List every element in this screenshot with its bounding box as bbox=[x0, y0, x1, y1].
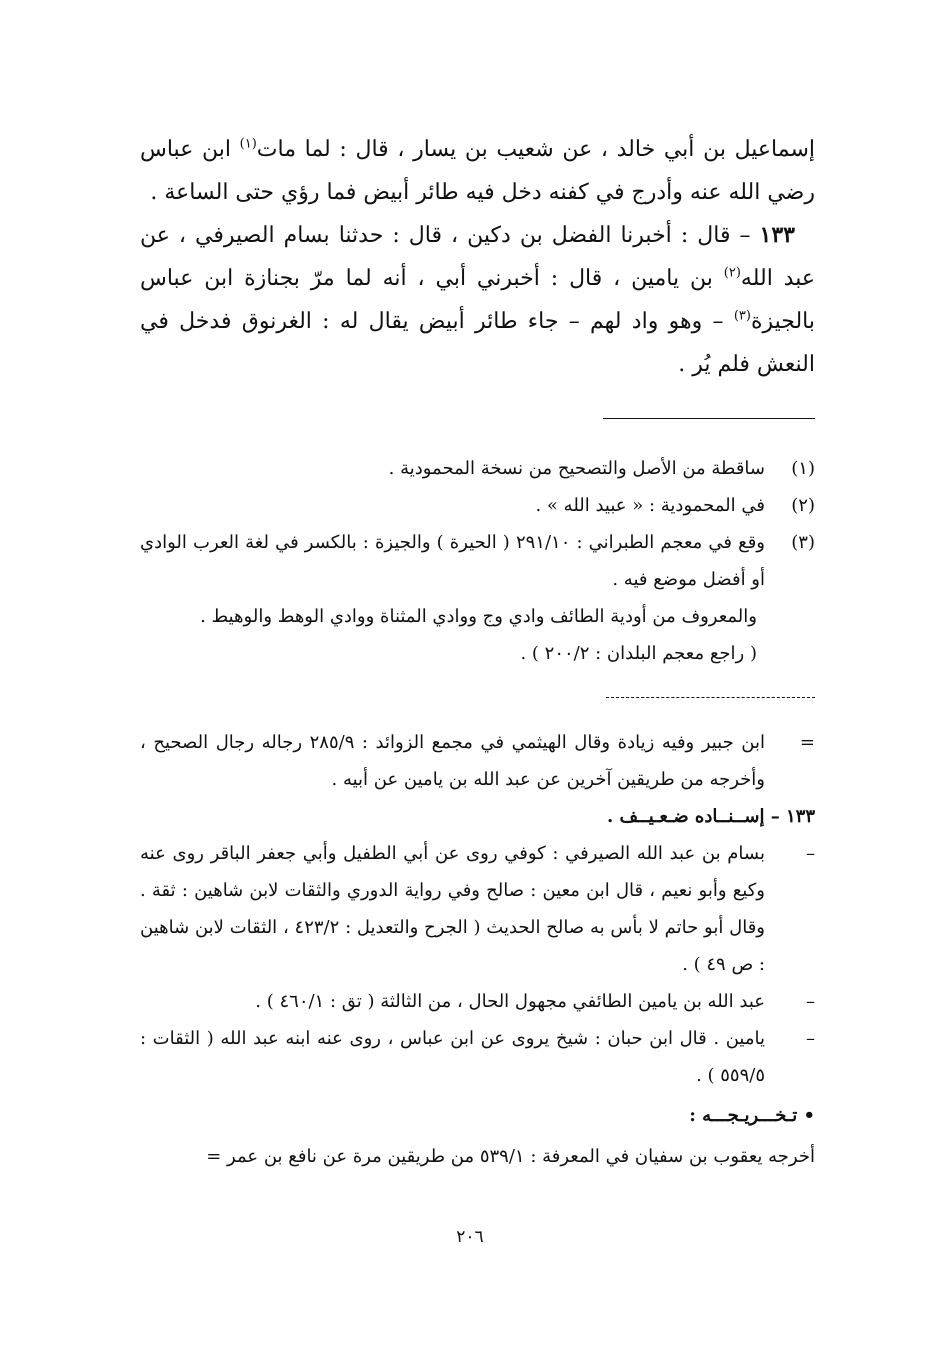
footnote-3-continuation: والمعروف من أودية الطائف وادي وج ووادي المثناة ووادي الوهط والوهيط . bbox=[200, 606, 757, 627]
footnote-text: في المحمودية : « عبيد الله » . bbox=[535, 495, 765, 516]
p2-text-b: بن يامين ، قال : أخبرني أبي ، أنه لما مرّ بجنازة ابن عباس بالجيزة bbox=[140, 266, 815, 334]
takhrij-heading bbox=[140, 1097, 815, 1134]
continued-note bbox=[140, 724, 815, 798]
editor-notes bbox=[140, 724, 815, 1175]
footnote-label: (٢) bbox=[791, 495, 815, 516]
main-text bbox=[140, 128, 815, 386]
notes-separator bbox=[606, 697, 815, 698]
p1-text: إسماعيل بن أبي خالد ، عن شعيب بن يسار ، قال : لما مات bbox=[256, 137, 815, 162]
isnad-number: ١٣٣ bbox=[785, 806, 815, 827]
footnote-label: (٣) bbox=[791, 532, 815, 553]
footnote-3-reference: ( راجع معجم البلدان : ٢٠٠/٢ ) . bbox=[520, 643, 757, 664]
hadith-number: ١٣٣ bbox=[759, 222, 795, 248]
footnotes bbox=[140, 450, 815, 672]
dash-marker: – bbox=[806, 843, 815, 864]
takhrij-text: أخرجه يعقوب بن سفيان في المعرفة : ٥٣٩/١ من طريقين مرة عن نافع بن عمر = bbox=[206, 1146, 815, 1167]
p2-text-c: – وهو واد لهم – جاء طائر أبيض يقال له : الغرنوق فدخل في النعش فلم يُر . bbox=[140, 309, 815, 377]
bullet-icon: • bbox=[803, 1105, 815, 1126]
footnote-1 bbox=[140, 450, 815, 487]
narrator-text: يامين . قال ابن حبان : شيخ يروى عن ابن عباس ، روى عنه ابنه عبد الله ( الثقات : ٥٥٩/٥ ) . bbox=[140, 1028, 765, 1086]
footnote-label: (١) bbox=[791, 458, 815, 479]
continuation-mark: = bbox=[799, 732, 815, 753]
isnad-heading bbox=[140, 798, 815, 835]
footnote-text: وقع في معجم الطبراني : ٢٩١/١٠ ( الحيرة ) والجيزة : بالكسر في لغة العرب الوادي أو أفضل موضع فيه . bbox=[140, 532, 765, 590]
narrator-3 bbox=[140, 1020, 815, 1094]
footnote-ref-2: (٢) bbox=[723, 265, 741, 281]
page-number: ٢٠٦ bbox=[456, 1227, 484, 1247]
footnote-ref-3: (٣) bbox=[733, 308, 751, 324]
footnote-2 bbox=[140, 487, 815, 524]
footnote-3 bbox=[140, 524, 815, 598]
takhrij-heading-text: تـخـــريـجـــه : bbox=[689, 1105, 804, 1126]
dash-marker: – bbox=[806, 1028, 815, 1049]
continued-note-text: ابن جبير وفيه زيادة وقال الهيثمي في مجمع الزوائد : ٢٨٥/٩ رجاله رجال الصحيح ، وأخرجه من طريقين آخرين عن عبد الله بن يامين عن أبيه . bbox=[140, 732, 765, 790]
paragraph-2 bbox=[140, 214, 815, 386]
p1-text-end: ابن عباس bbox=[140, 137, 240, 162]
narrator-text: بسام بن عبد الله الصيرفي : كوفي روى عن أبي الطفيل وأبي جعفر الباقر روى عنه وكيع وأبو نعيم ، قال ابن معين : صالح وفي رواية الدوري والثقات لابن شاهين : ثقة . وقال أبو حاتم لا بأس به صالح الحديث ( الجرح والتعديل : ٤٢٣/٢ ، الثقات لابن شاهين : ص ٤٩ ) . bbox=[140, 843, 765, 975]
narrator-1 bbox=[140, 835, 815, 983]
p1-text-2: رضي الله عنه وأدرج في كفنه دخل فيه طائر أبيض فما رؤي حتى الساعة . bbox=[150, 180, 815, 205]
dash-marker: – bbox=[806, 991, 815, 1012]
narrator-text: عبد الله بن يامين الطائفي مجهول الحال ، من الثالثة ( تق : ٤٦٠/١ ) . bbox=[255, 991, 765, 1012]
p2-text-a: – قال : أخبرنا الفضل بن دكين ، قال : حدثنا بسام الصيرفي ، عن عبد الله bbox=[140, 223, 815, 291]
isnad-heading-text: – إســنــاده ضـعـيــف . bbox=[606, 806, 786, 827]
paragraph-1 bbox=[140, 128, 815, 214]
footnote-text: ساقطة من الأصل والتصحيح من نسخة المحمودية . bbox=[388, 458, 765, 479]
footnote-separator bbox=[603, 418, 815, 419]
footnote-ref-1: (١) bbox=[239, 136, 257, 152]
narrator-2 bbox=[140, 983, 815, 1020]
